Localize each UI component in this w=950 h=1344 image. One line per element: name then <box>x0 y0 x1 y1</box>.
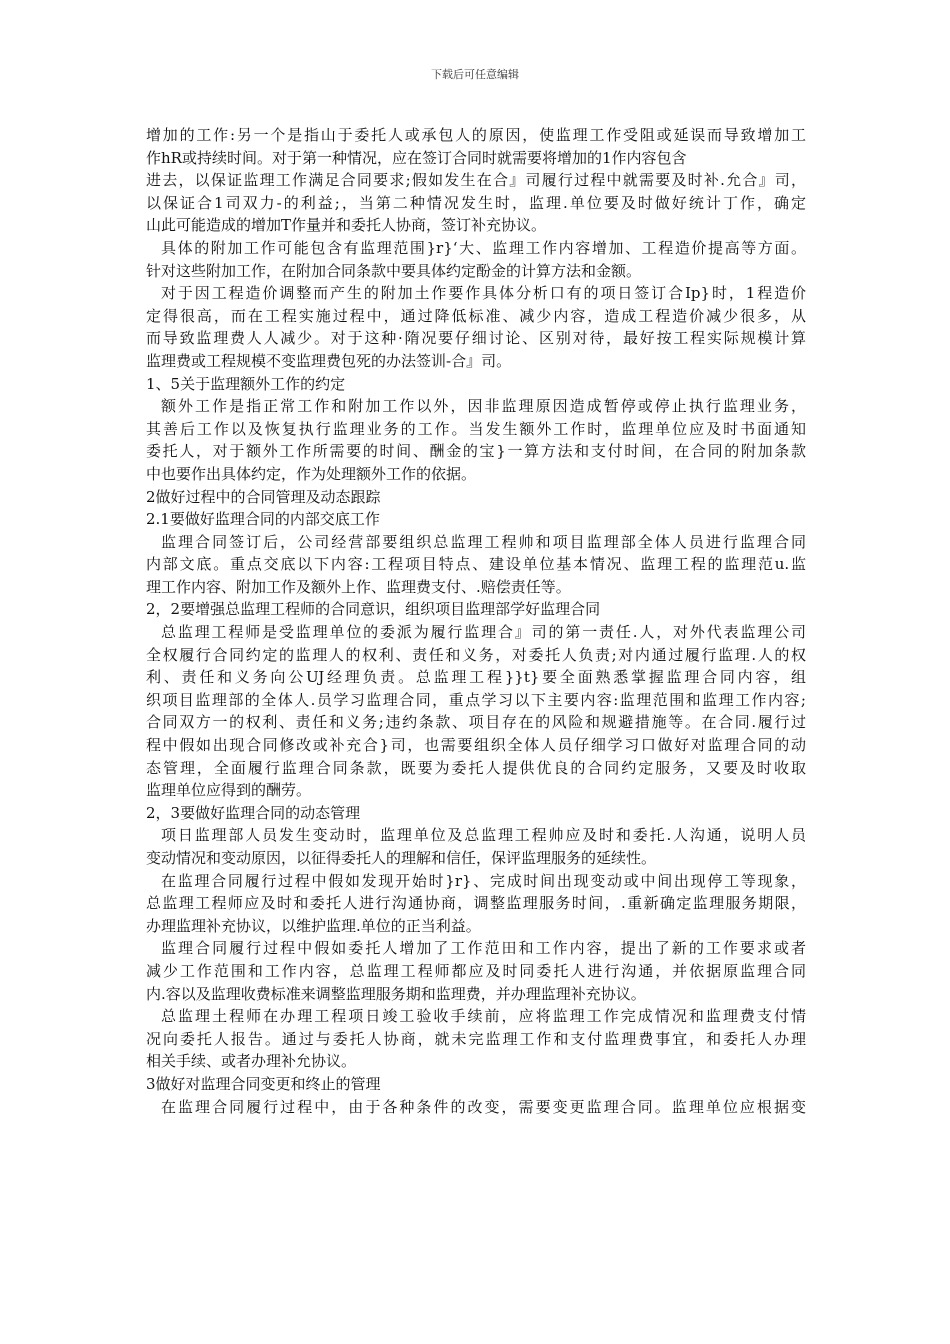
text-line: 内.容以及监理收费标准来调整监理服务期和监理费，并办理监理补充协议。 <box>146 984 646 1003</box>
text-line: 减少工作范围和工作内容，总监理工程师都应及时同委托人进行沟通，并依据原监理合同 <box>146 961 806 980</box>
text-line: 作hR或持续时间。对于第一种情况，应在签订合同时就需要将增加的1作内容包含 <box>146 148 687 167</box>
text-line: 监理单位应得到的酬劳。 <box>146 781 312 800</box>
text-line: 2.1要做好监理合同的内部交底工作 <box>146 510 380 529</box>
text-line: 其善后工作以及恢复执行监理业务的工作。当发生额外工作时，监理单位应及时书面通知 <box>146 419 806 438</box>
text-line: 总监理土程师在办理工程项日竣工验收手续前，应将监理工作完成情况和监理费支付情 <box>161 1007 806 1026</box>
text-line: 进去，以保证监理工作满足合同要求;假如发生在合』司履行过程中就需要及时补.允合』司， <box>146 171 806 190</box>
text-line: 在监理合同履行过程中假如发现开始时}r}、完成时间出现变动或中间出现停工等现象， <box>161 871 806 890</box>
text-line: 程中假如出现合同修改或补充合}司，也需要组织全体人员仔细学习口做好对监理合同的动 <box>146 736 806 755</box>
text-line: 对于因工程造价调整而产生的附加土作要作具体分析口有的项日签订合Ip}时，1程造价 <box>161 284 806 303</box>
text-line: 2，3要做好监理合同的动态管理 <box>146 803 361 822</box>
text-line: 额外工作是指正常工作和附加工作以外，因非监理原因造成暂停或停止执行监理业务， <box>161 397 806 416</box>
page-header: 下载后可任意编辑 <box>431 68 519 81</box>
text-line: 增加的工作:另一个是指山于委托人或承包人的原因，使监理工作受阻或延误而导致增加工 <box>146 126 806 144</box>
text-line: 而导致监理费人人减少。对于这种·隋况要仔细讨论、区别对待，最好按工程实际规模计算 <box>146 329 806 348</box>
text-line: 相关手续、或者办理补允协议。 <box>146 1052 357 1071</box>
text-line: 1、5关于监理额外工作的约定 <box>146 374 346 393</box>
text-line: 态管理，全面履行监理合同条款，既要为委托人提供优良的合同约定服务，又要及时收取 <box>146 758 806 777</box>
text-line: 监理合同签订后，公司经营部要组织总监理工程帅和项目监理部全体人员进行监理合同 <box>161 532 806 551</box>
text-line: 2做好过程中的合同管理及动态跟踪 <box>146 487 381 506</box>
text-line: 定得很高，而在工程实施过程中，通过降低标准、减少内容，造成工程造价减少很多，从 <box>146 306 806 325</box>
text-line: 监理合同履行过程中假如委托人增加了工作范田和工作内容，提出了新的工作要求或者 <box>161 939 806 958</box>
text-line: 总监理工程师应及时和委托人进行沟通协商，调整监理服务时间，.重新确定监理服务期限， <box>146 894 806 913</box>
text-line: 针对这些附加工作，在附加合同条款中要具体约定酚金的计算方法和金额。 <box>146 261 642 280</box>
text-line: 2，2要增强总监理工程师的合同意识，组织项目监理部学好监理合同 <box>146 600 601 619</box>
text-line: 理工作内容、附加工作及额外上作、监理费支付、.赔偿责任等。 <box>146 577 571 596</box>
text-line: 办理监理补充协议，以维护监理.单位的正当利益。 <box>146 916 481 935</box>
text-line: 以保证合1司双力-的利益;，当第二种情况发生时，监理.单位要及时做好统计丁作，确定 <box>146 193 807 212</box>
text-line: 监理费或工程规模不变监理费包死的办法签训-合』司。 <box>146 351 512 370</box>
text-line: 中也要作出具体约定，作为处理额外工作的依据。 <box>146 464 477 483</box>
text-line: 内部文底。重点交底以下内容:工程项目特点、建设单位基本情况、监理工程的监理范u.监 <box>146 555 806 574</box>
document-body <box>146 124 806 1118</box>
text-line: 利、责任和义务向公UJ经理负责。总监理工程}}t}要全面熟悉掌握监理合同内容，组 <box>146 668 806 687</box>
text-line: 变动情况和变动原因，以征得委托人的理解和信任，保评监理服务的延续性。 <box>146 849 657 867</box>
text-line: 全权履行合同约定的监理人的权利、责任和义务，对委托人负责;对内通过履行监理.人的权 <box>146 645 806 664</box>
text-line: 项日监理部人员发生变动时，监理单位及总监理工程帅应及时和委托.人沟通，说明人员 <box>161 826 806 845</box>
text-line: 3做好对监理合同变更和终止的管理 <box>146 1074 381 1093</box>
text-line: 山此可能造成的增加T作量并和委托人协商，签订补充协议。 <box>146 216 547 235</box>
text-line: 总监理工程师是受监理单位的委派为履行监理合』司的第一责任.人，对外代表监理公司 <box>161 623 806 642</box>
text-line: 况向委托人报告。通过与委托人协商，就未完监理工作和支付监理费事宜，和委托人办理 <box>146 1029 806 1048</box>
text-line: 委托人，对于额外工作所需要的时间、酬金的宝}一算方法和支付时间，在合同的附加条款 <box>146 442 806 461</box>
text-line: 具体的附加工作可能包含有监理范围}r}‘大、监理工作内容增加、工程造价提高等方面。 <box>161 238 806 257</box>
text-line: 织项目监理部的全体人.员学习监理合同，重点学习以下主要内容:监理范围和监理工作内容; <box>146 690 806 709</box>
text-line: 合同双方一的权利、责任和义务;违约条款、项目存在的风险和规避措施等。在合同.履行过 <box>146 713 806 732</box>
text-line: 在监理合同履行过程中，由于各种条件的改变，需要变更监理合同。监理单位应根据变 <box>161 1097 806 1116</box>
